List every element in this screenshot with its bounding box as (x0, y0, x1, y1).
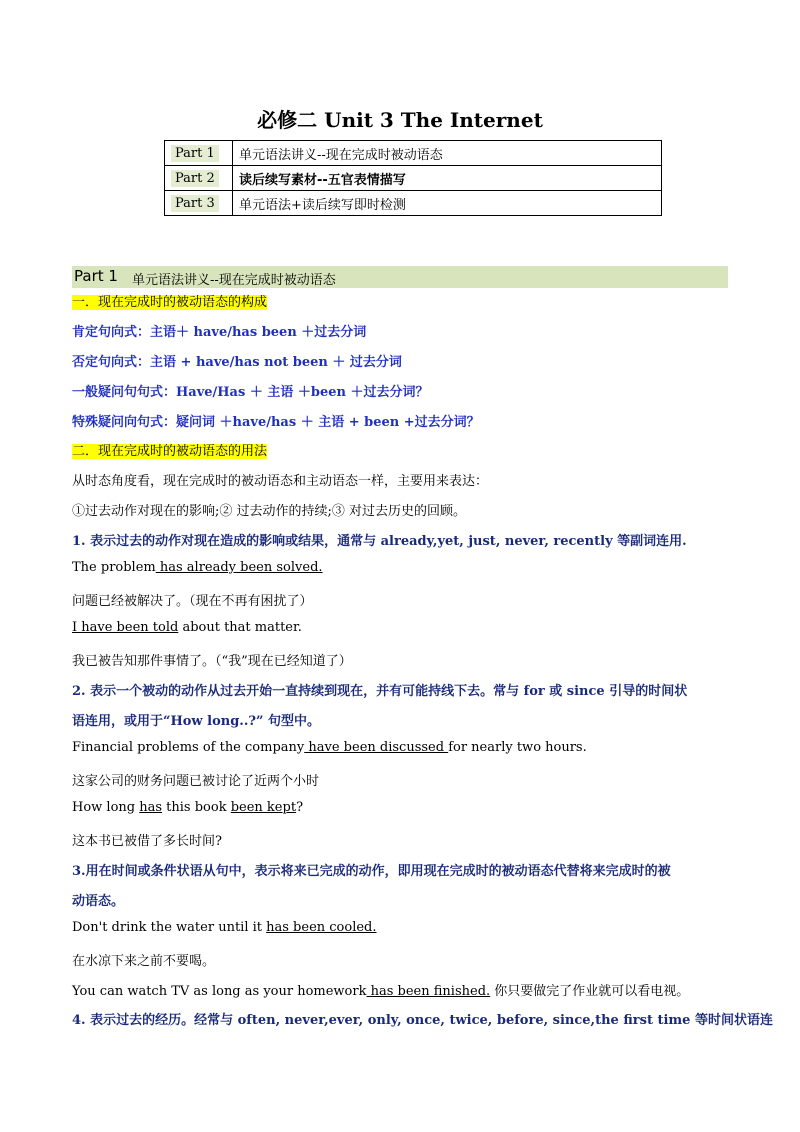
toc-desc-cell: 单元语法讲义--现在完成时被动语态 (233, 141, 662, 166)
form-negative: 否定句向式：主语 + have/has not been ＋ 过去分词 (72, 355, 402, 370)
example-translation: 这本书已被借了多长时间? (72, 834, 222, 849)
part-title: 单元语法讲义--现在完成时被动语态 (132, 273, 336, 288)
rule-3-cont: 动语态。 (72, 894, 125, 909)
section-heading-text: 二．现在完成时的被动语态的用法 (72, 444, 268, 459)
example-text: ? (296, 800, 304, 815)
example-translation: 这家公司的财务问题已被讨论了近两个小时 (72, 774, 320, 789)
section-heading (72, 291, 732, 310)
example-text: How long (72, 800, 140, 815)
intro-text: 从时态角度看，现在完成时的被动语态和主动语态一样，主要用来表达： (72, 474, 489, 489)
toc-desc-cell: 读后续写素材--五官表情描写 (233, 166, 662, 191)
toc-part-label: Part 2 (171, 170, 219, 187)
underlined-text: has already been solved. (155, 560, 323, 575)
form-affirmative: 肯定句向式：主语＋ have/has been ＋过去分词 (72, 325, 367, 340)
table-row (165, 166, 662, 191)
underlined-text: have been discussed (304, 740, 449, 755)
example-sentence (72, 620, 732, 635)
form-special-question: 特殊疑问向句式：疑问词 ＋have/has ＋ 主语 + been +过去分词？ (72, 415, 480, 430)
part-heading (72, 266, 728, 288)
form-general-question: 一般疑问句句式：Have/Has ＋ 主语 ＋been ＋过去分词？ (72, 385, 429, 400)
underlined-text: has (139, 800, 163, 815)
section-heading-text: 一．现在完成时的被动语态的构成 (72, 295, 268, 310)
example-sentence (72, 800, 732, 815)
toc-part-label: Part 3 (171, 195, 219, 212)
example-sentence (72, 560, 732, 575)
example-sentence (72, 980, 732, 999)
intro-list: ①过去动作对现在的影响;② 过去动作的持续;③ 对过去历史的回顾。 (72, 504, 467, 519)
example-translation: 问题已经被解决了。（现在不再有困扰了） (72, 594, 313, 609)
example-text: about that matter. (178, 620, 302, 635)
example-sentence (72, 740, 732, 755)
page-title: 必修二 Unit 3 The Internet (257, 108, 543, 132)
example-translation: 我已被告知那件事情了。（“我”现在已经知道了） (72, 654, 352, 669)
example-text: Don't drink the water until it (72, 920, 267, 935)
underlined-text: has been finished. (366, 984, 491, 999)
underlined-text: been kept (230, 800, 297, 815)
example-text: for nearly two hours. (448, 740, 587, 755)
toc-part-cell (165, 166, 233, 191)
example-text: The problem (72, 560, 156, 575)
rule-3: 3.用在时间或条件状语从句中，表示将来已完成的动作，即用现在完成时的被动语态代替将来完成时的被 (72, 864, 671, 879)
table-row (165, 141, 662, 166)
underlined-text: I have been told (72, 620, 179, 635)
example-text: this book (162, 800, 231, 815)
example-text: Financial problems of the company (72, 740, 305, 755)
toc-part-cell (165, 141, 233, 166)
rule-2: 2. 表示一个被动的动作从过去开始一直持续到现在，并有可能持线下去。常与 for 或 since 引导的时间状 (72, 684, 688, 699)
underlined-text: has been cooled. (266, 920, 377, 935)
example-translation: 在水凉下来之前不要喝。 (72, 954, 216, 969)
contents-table (164, 140, 662, 216)
rule-4: 4. 表示过去的经历。经常与 often, never,ever, only, once, twice, before, since,the first time 等时间状语连 (72, 1013, 773, 1028)
example-text: You can watch TV as long as your homework (72, 984, 367, 999)
rule-2-cont: 语连用，或用于“How long..?” 句型中。 (72, 714, 320, 729)
toc-desc-cell: 单元语法+读后续写即时检测 (233, 191, 662, 216)
toc-part-label: Part 1 (171, 145, 219, 162)
toc-part-cell (165, 191, 233, 216)
section-heading (72, 440, 732, 459)
table-row (165, 191, 662, 216)
example-sentence (72, 920, 732, 935)
rule-1: 1. 表示过去的动作对现在造成的影响或结果，通常与 already,yet, just, never, recently 等副词连用. (72, 534, 687, 549)
example-translation-inline: 你只要做完了作业就可以看电视。 (490, 984, 690, 999)
part-number: Part 1 (74, 267, 118, 285)
